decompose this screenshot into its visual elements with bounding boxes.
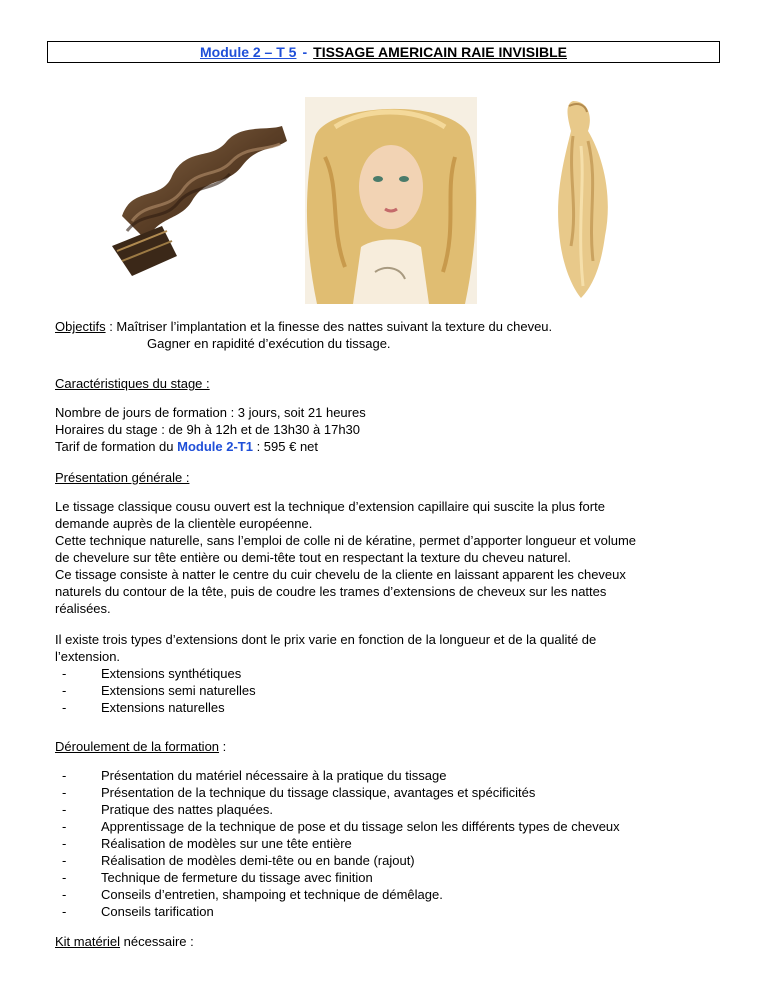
module-title-box [47, 41, 720, 63]
list-item: - Apprentissage de la technique de pose et du tissage selon les différents types de cheveux [62, 819, 620, 834]
list-item: - Réalisation de modèles sur une tête entière [62, 836, 352, 851]
wavy-hair-weft-image [92, 106, 292, 281]
list-item: - Technique de fermeture du tissage avec finition [62, 870, 373, 885]
module-number: Module 2 – T 5 [200, 44, 297, 60]
bullet-dash: - [62, 785, 67, 800]
list-item: - Extensions semi naturelles [62, 683, 256, 698]
blonde-ponytail-extension-image [543, 96, 623, 301]
module-title: TISSAGE AMERICAIN RAIE INVISIBLE [313, 44, 567, 60]
bullet-dash: - [62, 870, 67, 885]
presentation-line: demande auprès de la clientèle européenne. [55, 516, 313, 531]
list-item: - Présentation du matériel nécessaire à la pratique du tissage [62, 768, 447, 783]
caracteristiques-horaires: Horaires du stage : de 9h à 12h et de 13h30 à 17h30 [55, 422, 361, 437]
blonde-model-image [305, 97, 477, 304]
objectifs-line1: Maîtriser l’implantation et la finesse des nattes suivant la texture du cheveu. [116, 319, 553, 334]
presentation-heading: Présentation générale : [55, 470, 190, 485]
kit-section [55, 933, 745, 950]
presentation-line: Cette technique naturelle, sans l’emploi de colle ni de kératine, permet d’apporter longueur et volume [55, 533, 637, 548]
types-section [55, 631, 745, 716]
bullet-dash: - [62, 853, 67, 868]
list-item: - Conseils tarification [62, 904, 214, 919]
list-item: - Extensions synthétiques [62, 666, 242, 681]
deroulement-heading-suffix: : [219, 739, 227, 754]
tarif-suffix: : 595 € net [252, 439, 319, 454]
caracteristiques-section [55, 375, 745, 455]
bullet-dash: - [62, 819, 67, 834]
presentation-line: Ce tissage consiste à natter le centre du cuir chevelu de la cliente en laissant apparent les cheveux [55, 567, 626, 582]
objectifs-line2: Gagner en rapidité d’exécution du tissage. [147, 336, 391, 351]
types-line2: l’extension. [55, 649, 121, 664]
objectifs-label: Objectifs [55, 319, 106, 334]
list-item: - Pratique des nattes plaquées. [62, 802, 274, 817]
tarif-module: Module 2-T1 [177, 439, 253, 454]
title-separator: - [302, 44, 308, 60]
bullet-dash: - [62, 802, 67, 817]
kit-suffix: nécessaire : [120, 934, 194, 949]
kit-heading: Kit matériel [55, 934, 121, 949]
presentation-section [55, 469, 745, 617]
caracteristiques-heading: Caractéristiques du stage : [55, 376, 210, 391]
presentation-line: de chevelure sur tête entière ou demi-tête tout en respectant la texture du cheveu naturel. [55, 550, 571, 565]
presentation-line: naturels du contour de la tête, puis de coudre les trames d’extensions de cheveux sur les nattes [55, 584, 607, 599]
objectifs-sep: : [105, 319, 117, 334]
deroulement-section [55, 738, 745, 920]
deroulement-heading: Déroulement de la formation [55, 739, 220, 754]
presentation-line: réalisées. [55, 601, 111, 616]
bullet-dash: - [62, 768, 67, 783]
objectifs-section [55, 318, 745, 352]
bullet-dash: - [62, 683, 67, 698]
tarif-prefix: Tarif de formation du [55, 439, 178, 454]
caracteristiques-jours: Nombre de jours de formation : 3 jours, soit 21 heures [55, 405, 366, 420]
bullet-dash: - [62, 836, 67, 851]
list-item: - Réalisation de modèles demi-tête ou en bande (rajout) [62, 853, 415, 868]
bullet-dash: - [62, 904, 67, 919]
list-item: - Présentation de la technique du tissage classique, avantages et spécificités [62, 785, 536, 800]
list-item: - Conseils d’entretien, shampoing et technique de démêlage. [62, 887, 443, 902]
presentation-line: Le tissage classique cousu ouvert est la technique d’extension capillaire qui suscite la plus forte [55, 499, 605, 514]
types-line1: Il existe trois types d’extensions dont le prix varie en fonction de la longueur et de la qualité de [55, 632, 597, 647]
bullet-dash: - [62, 887, 67, 902]
list-item: - Extensions naturelles [62, 700, 225, 715]
bullet-dash: - [62, 700, 67, 715]
bullet-dash: - [62, 666, 67, 681]
